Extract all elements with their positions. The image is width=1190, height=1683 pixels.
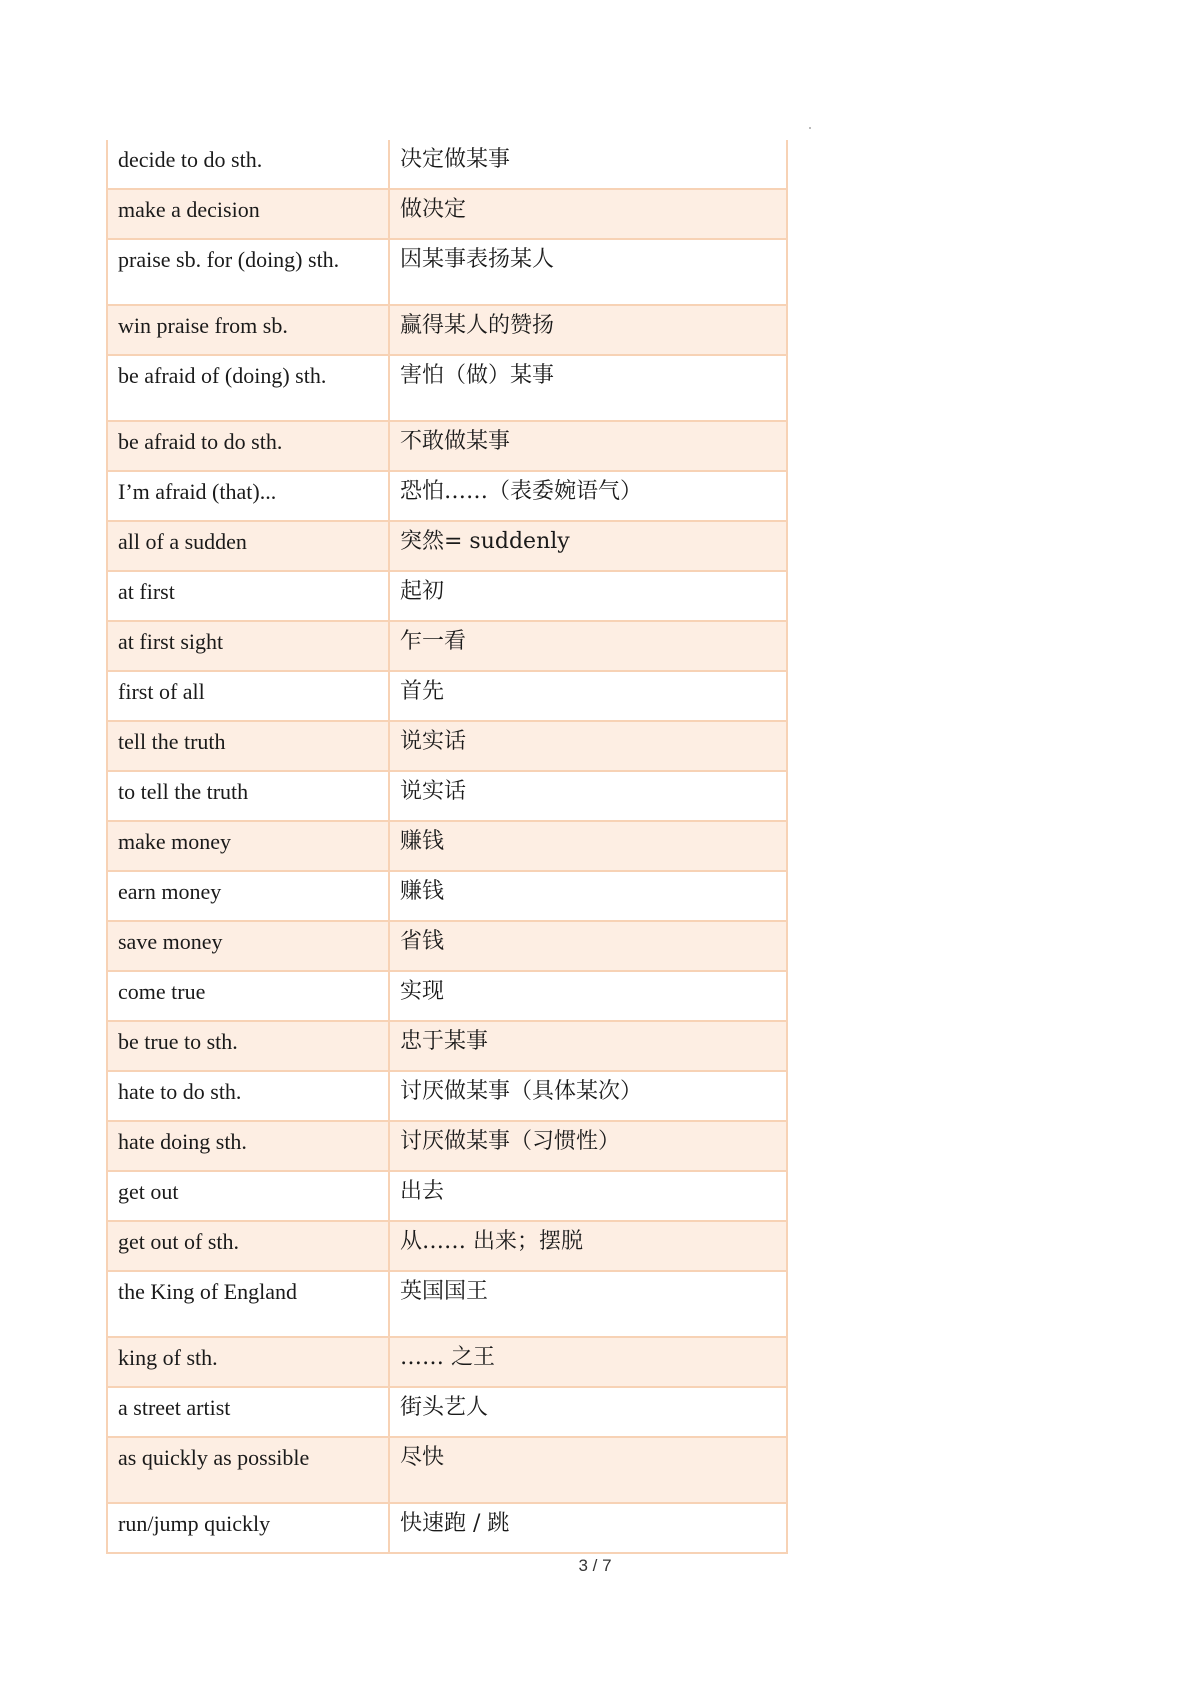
english-phrase-cell: hate doing sth.: [107, 1121, 389, 1171]
english-phrase-cell: a street artist: [107, 1387, 389, 1437]
table-row: [107, 1437, 787, 1503]
chinese-meaning-cell: 讨厌做某事（具体某次）: [389, 1071, 787, 1121]
english-phrase-cell: get out: [107, 1171, 389, 1221]
table-row: [107, 305, 787, 355]
english-phrase-cell: tell the truth: [107, 721, 389, 771]
table-row: [107, 1503, 787, 1553]
english-phrase-cell: be afraid of (doing) sth.: [107, 355, 389, 421]
table-row: [107, 1021, 787, 1071]
english-phrase-cell: hate to do sth.: [107, 1071, 389, 1121]
table-row: [107, 1271, 787, 1337]
english-phrase-cell: decide to do sth.: [107, 140, 389, 189]
chinese-meaning-cell: 说实话: [389, 721, 787, 771]
chinese-meaning-cell: 讨厌做某事（习惯性）: [389, 1121, 787, 1171]
chinese-meaning-cell: 英国国王: [389, 1271, 787, 1337]
table-row: [107, 571, 787, 621]
chinese-meaning-cell: 从…… 出来；摆脱: [389, 1221, 787, 1271]
chinese-meaning-cell: 出去: [389, 1171, 787, 1221]
table-row: [107, 721, 787, 771]
chinese-meaning-cell: 乍一看: [389, 621, 787, 671]
english-phrase-cell: at first: [107, 571, 389, 621]
english-phrase-cell: get out of sth.: [107, 1221, 389, 1271]
table-row: [107, 1071, 787, 1121]
english-phrase-cell: the King of England: [107, 1271, 389, 1337]
table-row: [107, 621, 787, 671]
chinese-meaning-cell: 赢得某人的赞扬: [389, 305, 787, 355]
english-phrase-cell: make a decision: [107, 189, 389, 239]
chinese-meaning-cell: 做决定: [389, 189, 787, 239]
table-row: [107, 971, 787, 1021]
chinese-meaning-cell: 街头艺人: [389, 1387, 787, 1437]
corner-mark: [809, 127, 811, 129]
english-phrase-cell: save money: [107, 921, 389, 971]
table-row: [107, 1387, 787, 1437]
table-row: [107, 821, 787, 871]
table-row: [107, 1121, 787, 1171]
chinese-meaning-cell: 恐怕……（表委婉语气）: [389, 471, 787, 521]
english-phrase-cell: as quickly as possible: [107, 1437, 389, 1503]
chinese-meaning-cell: 不敢做某事: [389, 421, 787, 471]
english-phrase-cell: all of a sudden: [107, 521, 389, 571]
chinese-meaning-cell: 因某事表扬某人: [389, 239, 787, 305]
english-phrase-cell: make money: [107, 821, 389, 871]
english-phrase-cell: run/jump quickly: [107, 1503, 389, 1553]
vocabulary-table: [106, 140, 788, 1554]
chinese-meaning-cell: 害怕（做）某事: [389, 355, 787, 421]
english-phrase-cell: win praise from sb.: [107, 305, 389, 355]
vocabulary-table-body: [107, 140, 787, 1553]
table-row: [107, 771, 787, 821]
chinese-meaning-cell: 赚钱: [389, 821, 787, 871]
table-row: [107, 1221, 787, 1271]
chinese-meaning-cell: 首先: [389, 671, 787, 721]
table-row: [107, 471, 787, 521]
table-row: [107, 189, 787, 239]
chinese-meaning-cell: 忠于某事: [389, 1021, 787, 1071]
chinese-meaning-cell: 决定做某事: [389, 140, 787, 189]
chinese-meaning-cell: 赚钱: [389, 871, 787, 921]
chinese-meaning-cell: 快速跑 / 跳: [389, 1503, 787, 1553]
english-phrase-cell: be true to sth.: [107, 1021, 389, 1071]
table-row: [107, 355, 787, 421]
chinese-meaning-cell: 突然= suddenly: [389, 521, 787, 571]
table-row: [107, 521, 787, 571]
chinese-meaning-cell: 起初: [389, 571, 787, 621]
table-row: [107, 1337, 787, 1387]
english-phrase-cell: I’m afraid (that)...: [107, 471, 389, 521]
chinese-meaning-cell: 尽快: [389, 1437, 787, 1503]
chinese-meaning-cell: 实现: [389, 971, 787, 1021]
page-number: 3 / 7: [578, 1556, 612, 1575]
english-phrase-cell: praise sb. for (doing) sth.: [107, 239, 389, 305]
chinese-meaning-cell: 说实话: [389, 771, 787, 821]
english-phrase-cell: earn money: [107, 871, 389, 921]
english-phrase-cell: king of sth.: [107, 1337, 389, 1387]
table-row: [107, 421, 787, 471]
table-row: [107, 239, 787, 305]
english-phrase-cell: be afraid to do sth.: [107, 421, 389, 471]
table-row: [107, 671, 787, 721]
table-row: [107, 1171, 787, 1221]
english-phrase-cell: come true: [107, 971, 389, 1021]
chinese-meaning-cell: …… 之王: [389, 1337, 787, 1387]
english-phrase-cell: to tell the truth: [107, 771, 389, 821]
table-row: [107, 140, 787, 189]
english-phrase-cell: at first sight: [107, 621, 389, 671]
table-row: [107, 871, 787, 921]
table-row: [107, 921, 787, 971]
english-phrase-cell: first of all: [107, 671, 389, 721]
chinese-meaning-cell: 省钱: [389, 921, 787, 971]
